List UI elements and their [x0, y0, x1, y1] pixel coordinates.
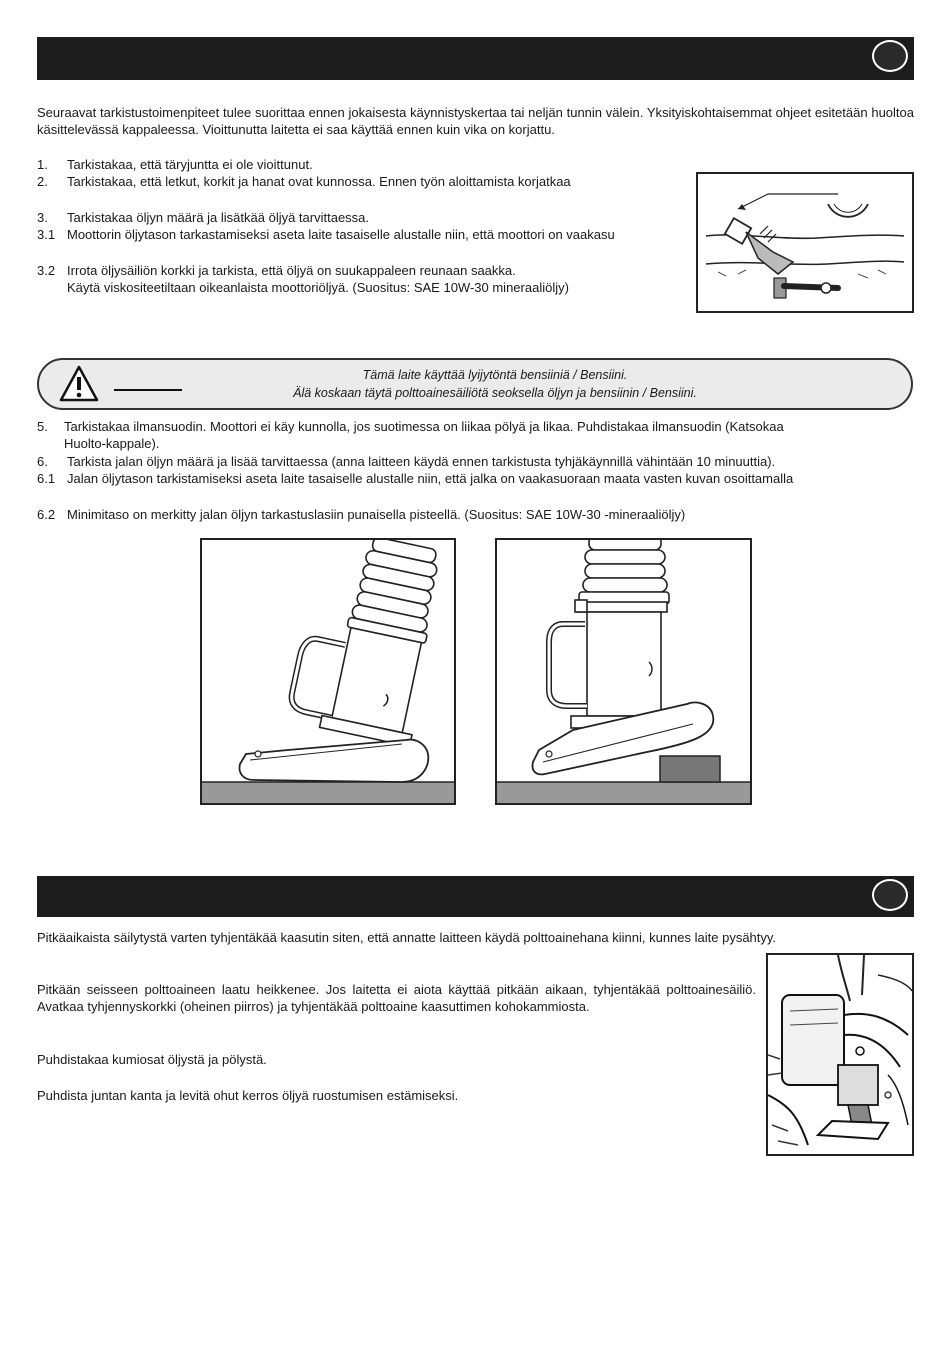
storage-paragraph-2: Pitkään seisseen polttoaineen laatu heikkenee. Jos laitetta ei aiota käyttää pitkään aikaan, tyhjentäkää polttoainesäiliö. Avatkaa tyhjennyskorkki (oheinen piirros) ja tyhjentäkää polttoaine kaasuttimen kohokammiosta. — [37, 982, 756, 1014]
intro-paragraph: Seuraavat tarkistustoimenpiteet tulee suorittaa ennen jokaisesta käynnistyskertaa tai neljän tunnin välein. Yksityiskohtaisemmat ohjeet esitetään huoltoa käsittelevässä kappaleessa. Vioittunutta laitetta ei saa käyttää ennen kuin vika on korjattu. — [37, 105, 914, 137]
warning-triangle-icon — [59, 365, 99, 403]
warning-line-1: Tämä laite käyttää lyijytöntä bensiiniä / Bensiini. — [362, 368, 628, 382]
carburetor-drain-figure — [766, 953, 914, 1156]
item-number: 2. — [37, 174, 48, 189]
storage-paragraph-1: Pitkäaikaista säilytystä varten tyhjentäkää kaasutin siten, että annatte laitteen käydä polttoainehana kiinni, kunnes laite pysähtyy. — [37, 930, 777, 945]
storage-paragraph-3: Puhdistakaa kumiosat öljystä ja pölystä. — [37, 1052, 267, 1067]
item-text: Huolto-kappale). — [64, 436, 160, 451]
item-number: 1. — [37, 157, 48, 172]
item-text: Tarkistakaa ilmansuodin. Moottori ei käy kunnolla, jos suotimessa on liikaa pölyä ja likaa. Puhdistakaa ilmansuodin (Katsokaa — [64, 419, 784, 434]
item-number: 6.2 — [37, 507, 56, 522]
item-number: 6. — [37, 454, 48, 469]
item-text: Minimitaso on merkitty jalan öljyn tarkastuslasiin punaisella pisteellä. (Suositus: SAE 10W-30 -mineraaliöljy) — [67, 507, 686, 522]
storage-paragraph-4: Puhdista juntan kanta ja levitä ohut kerros öljyä ruostumisen estämiseksi. — [37, 1088, 459, 1103]
oil-filler-figure — [696, 172, 914, 313]
item-text: Tarkistakaa, että letkut, korkit ja hanat ovat kunnossa. Ennen työn aloittamista korjatkaa — [67, 174, 571, 189]
language-badge-icon — [872, 40, 908, 72]
item-text: Käytä viskositeetiltaan oikeanlaista moottoriöljyä. (Suositus: SAE 10W-30 mineraaliöljy) — [67, 280, 569, 295]
rammer-level-figure — [495, 538, 752, 805]
item-text: Tarkistakaa öljyn määrä ja lisätkää öljyä tarvittaessa. — [67, 210, 370, 225]
item-number: 3.2 — [37, 263, 56, 278]
item-number: 3.1 — [37, 227, 56, 242]
rammer-tilted-figure — [200, 538, 456, 805]
item-text: Tarkistakaa, että täryjuntta ei ole vioittunut. — [67, 157, 313, 172]
item-text: Moottorin öljytason tarkastamiseksi aseta laite tasaiselle alustalle niin, että moottori on vaakasu — [67, 227, 615, 242]
item-text: Jalan öljytason tarkistamiseksi aseta laite tasaiselle alustalle niin, että jalka on vaakasuoraan maata vasten kuvan osoittamalla — [67, 471, 794, 486]
warning-rule — [114, 389, 182, 391]
item-number: 5. — [37, 419, 48, 434]
warning-line-2: Älä koskaan täytä polttoainesäiliötä seoksella öljyn ja bensiinin / Bensiini. — [293, 386, 697, 400]
item-text: Irrota öljysäiliön korkki ja tarkista, että öljyä on suukappaleen reunaan saakka. — [67, 263, 516, 278]
language-badge-icon — [872, 879, 908, 911]
section-header-bar — [37, 37, 914, 80]
item-text: Tarkista jalan öljyn määrä ja lisää tarvittaessa (anna laitteen käydä ennen tarkistusta tyhjäkäynnillä vähintään 10 minuuttia). — [67, 454, 776, 469]
item-number: 6.1 — [37, 471, 56, 486]
warning-box — [37, 358, 913, 410]
section-header-bar-2 — [37, 876, 914, 917]
item-number: 3. — [37, 210, 48, 225]
